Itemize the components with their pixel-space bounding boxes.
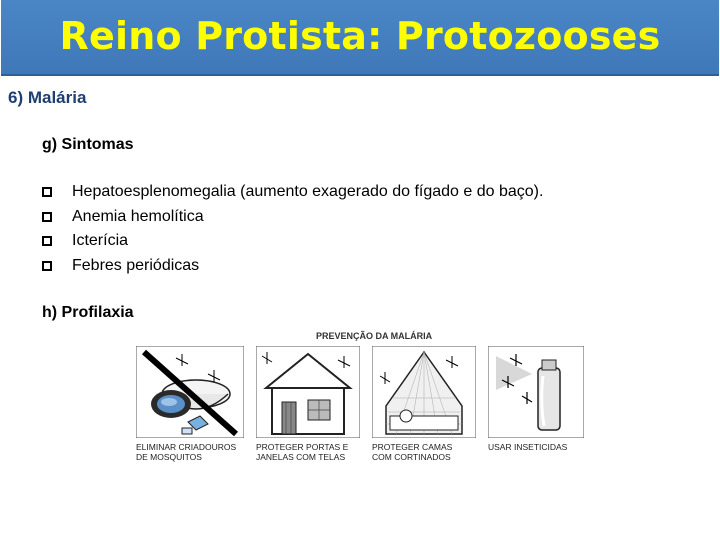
caption-use-insecticides: USAR INSETICIDAS [488, 442, 568, 452]
title-bar [1, 0, 719, 76]
figure-title: PREVENÇÃO DA MALÁRIA [316, 331, 433, 341]
list-item: Hepatoesplenomegalia (aumento exagerado do fígado e do baço). [42, 180, 543, 205]
bed-net-icon [372, 346, 476, 438]
checkbox-bullet-icon [42, 212, 52, 222]
list-item: Icterícia [42, 229, 543, 254]
malaria-prevention-figure [132, 328, 588, 468]
prophylaxis-heading: h) Profilaxia [42, 304, 134, 321]
house-screens-icon [256, 346, 360, 438]
caption-eliminate-breeding: ELIMINAR CRIADOUROS DE MOSQUITOS [136, 442, 237, 462]
section-heading: 6) Malária [8, 88, 87, 107]
checkbox-bullet-icon [42, 187, 52, 197]
checkbox-bullet-icon [42, 236, 52, 246]
eliminate-breeding-sites-icon [136, 346, 244, 438]
symptoms-heading: g) Sintomas [42, 136, 134, 153]
list-item: Anemia hemolítica [42, 205, 543, 230]
caption-protect-doors: PROTEGER PORTAS E JANELAS COM TELAS [256, 442, 349, 462]
symptom-list [42, 180, 543, 278]
caption-protect-beds: PROTEGER CAMAS COM CORTINADOS [372, 442, 453, 462]
list-item: Febres periódicas [42, 254, 543, 279]
slide-title: Reino Protista: Protozooses [59, 14, 661, 58]
insecticide-spray-icon [488, 346, 584, 438]
checkbox-bullet-icon [42, 261, 52, 271]
